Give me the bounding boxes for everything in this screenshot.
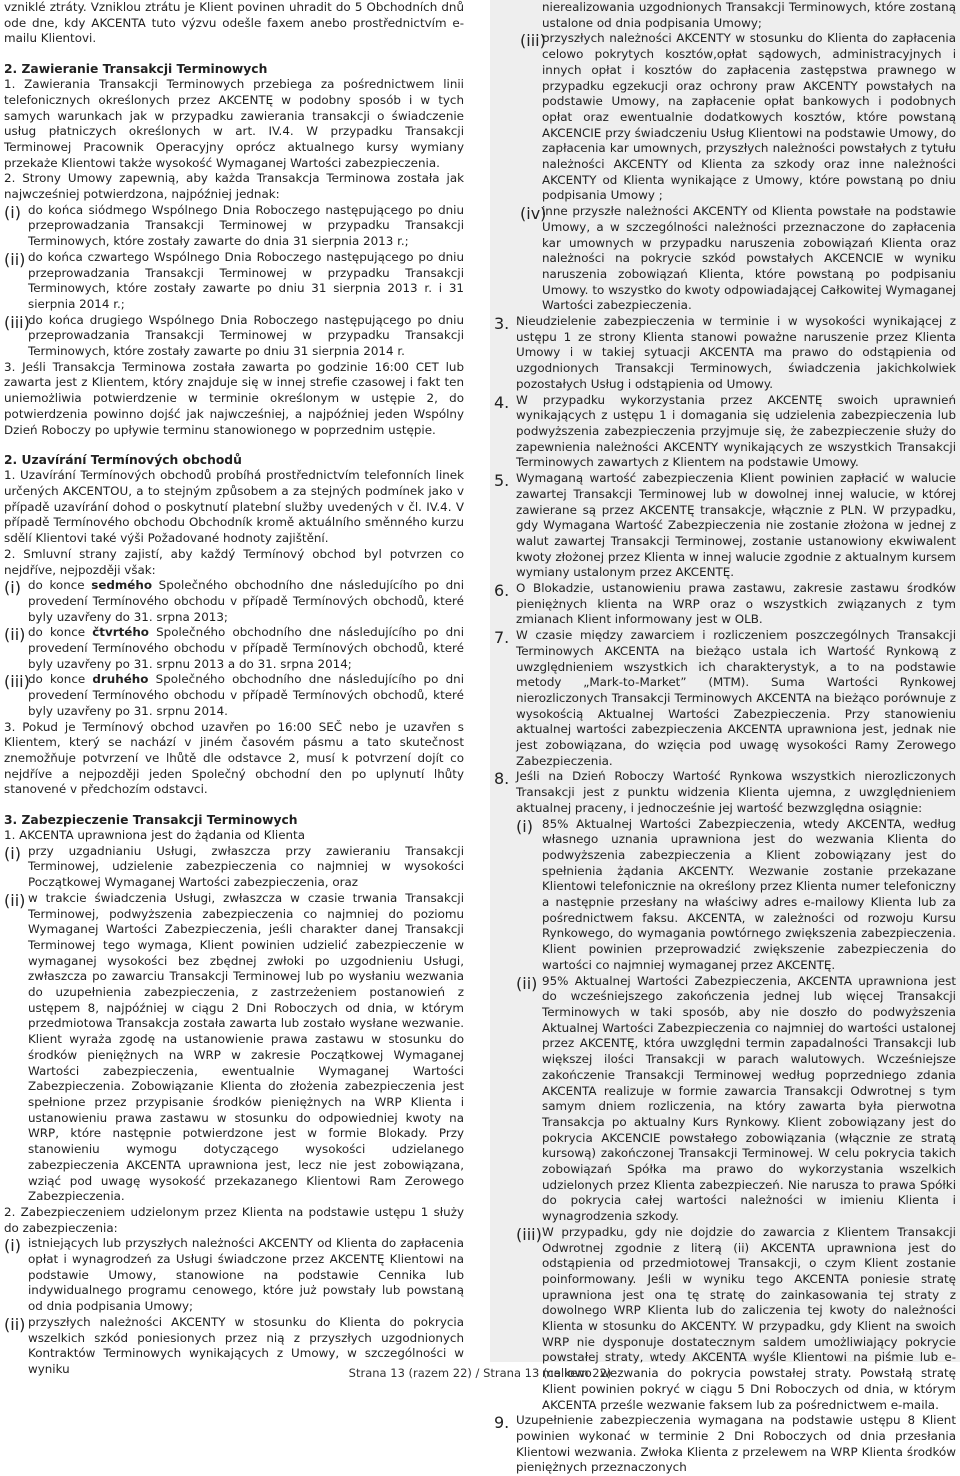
list-item: (iii) do konce druhého Společného obchodního dne následujícího po dni provedení Termínového obchodu v případě Termínových obchodů, které byly uzavřeny po 31. srpnu 2014. (4, 672, 464, 718)
section-title-cz-2: 2. Uzavírání Termínových obchodů (4, 453, 242, 468)
list-item-text: inne przyszłe należności AKCENTY od Klienta powstałe na podstawie Umowy, a w szczególności należności przeznaczone do zapłacenia kar umownych w przypadku naruszenia zobowiązań Klienta oraz należności na pokrycie szkód powstałych AKCENCIE w wyniku naruszenia zobowiązań Klienta, które powstaną po podpisaniu Umowy. to wszystko do kwoty odpowiadającej Całkowitej Wymaganej Wartości zabezpieczenia. (542, 204, 956, 313)
list-item: (ii) do konce čtvrtého Společného obchodního dne následujícího po dni provedení Termínového obchodu v případě Termínových obchodů, které byly uzavřeny po 31. srpnu 2013 a do 31. srpna 2014; (4, 625, 465, 671)
section-title-pl-3: 3. Zabezpieczenie Transakcji Terminowych (4, 813, 298, 828)
list-item-text: do końca czwartego Wspólnego Dnia Roboczego następującego po dniu przeprowadzania Transakcji Terminowej w przypadku Transakcji Terminowych, które zostały zawarte po dniu 31 sierpnia 2013 r. i 31 sierpnia 2014 r.; (28, 249, 464, 311)
list-item: (i) do końca siódmego Wspólnego Dnia Roboczego następującego po dniu przeprowadzania Transakcji Terminowej w przypadku Transakcji Terminowych, które zostały zawarte do dnia 31 sierpnia 2013 r.; (4, 202, 464, 249)
list-item-text: przyszłych należności AKCENTY w stosunku do Klienta do zapłacenia celowo pokrytych kosztów,opłat sądowych, administracyjnych i innych opłat i kosztów do zapłacenia zastępstwa prawnego w przypadku egzekucji oraz ochrony praw AKCENTY powstałych na podstawie Umowy, na zapłacenie opłat bankowych i podobnych opłat oraz ewentualnie dodatkowych kosztów, które powstaną AKCENCIE przy świadczeniu Usług Klientowi na podstawie Umowy, do zapłacenia kar umownych, przyszłych należności powstałych z tytułu należności AKCENTY od Klienta za szkody oraz inne należności AKCENTY od Klienta wynikające z Umowy, które powstaną po dniu podpisania Umowy ; (542, 31, 956, 203)
paragraph-pl-2-3: 3. Jeśli Transakcja Terminowa została zawarta po godzinie 16:00 CET lub zawarta jest z Klientem, który znajduje się w innej strefie czasowej i fakt ten uniemożliwia potwierdzenie w terminie określonym w ustępie 2, do potwierdzenia powinno dojść jak najwcześniej, a najpóźniej jeden Wspólny Dzień Roboczy po upływie terminu stanowionego w poprzednim ustępie. (4, 359, 464, 437)
list-item: (iv) inne przyszłe należności AKCENTY od Klienta powstałe na podstawie Umowy, a w szczególności należności przeznaczone do zapłacenia kar umownych w przypadku naruszenia zobowiązań Klienta oraz należności na pokrycie szkód powstałych AKCENCIE w wyniku naruszenia zobowiązań Klienta, które powstaną po podpisaniu Umowy. to wszystko do kwoty odpowiadającej Całkowitej Wymaganej Wartości zabezpieczenia. (520, 204, 956, 313)
list-item: 9. Uzupełnienie zabezpieczenia wymagana na podstawie ustępu 8 Klient powinien wykonać w terminie 2 Dni Roboczych od dnia przesłania Klientowi wezwania. Zwłoka Klienta z przelewem na WRP Klienta środków pieniężnych przeznaczonych (494, 1413, 956, 1475)
list-item-text: 85% Aktualnej Wartości Zabezpieczenia, wtedy AKCENTA, według własnego uznania uprawniona jest do wezwania Klienta do podwyższenia zabezpieczenia a Klient zobowiązany jest do spełnienia żądania AKCENTY. Wezwanie zostanie przekazane Klientowi telefonicznie na określony przez Klienta numer telefoniczny a następnie przesłany na właściwy adres e-mailowy Klienta lub za pośrednictwem faksu. AKCENTA, w zależności od rozwoju Kursu Rynkowego, do wymagania powtórnego zwiększenia zabezpieczenia. Klient powinien przeprowadzić zwiększenie zabezpieczenia do wartości co najmniej wymaganej przez AKCENTĘ. (542, 816, 956, 972)
list-item: (ii) 95% Aktualnej Wartości Zabezpieczenia, AKCENTA uprawniona jest do wcześniejszego zakończenia jednej lub więcej Transakcji Terminowych w taki sposób, aby nie doszło do podwyższenia Aktualnej Wartości Zabezpieczenia co najmniej do wartości ustalonej przez AKCENTĘ, która uwzględni termin zapadalności Transakcji lub większej ilości Transakcji w parach walutowych. Wcześniejsze zakończenie Transakcji Terminowej według poprzedniego zdania AKCENTA realizuje w formie zawarcia Transakcji Odwrotnej s tym samym dniem rozliczenia, na który zawarta była pierwotna Transakcja po aktualny Kurs Rynkowy. Klient zobowiązany jest do pokrycia AKCENCIE powstałego zobowiązania (włącznie ze stratą kursową) zakończonej Transakcji Terminowej. W celu pokrycia takich zobowiązań Spółka ma prawo do wykorzystania wszelkich udzielonych przez Klienta zabezpieczeń. Nie narusza to prawa Spółki do pokrycia całej wartości należności w imieniu Klienta i wynagrodzenia szkody. (516, 973, 956, 1224)
paragraph-pl-2-2: 2. Strony Umowy zapewnią, aby każda Transakcja Terminowa została jak najwcześniej potwierdzona, najpóźniej jednak: (4, 171, 464, 202)
list-item-text: W przypadku wykorzystania przez AKCENTĘ swoich uprawnień wynikających z ustępu 1 i domagania się udzielenia zabezpieczenia lub podwyższenia zabezpieczenia przyjmuje się, że zabezpieczenie służy do zapewnienia należności AKCENTY wynikających ze wszystkich Transakcji Terminowych zawartych z Klientem na podstawie Umowy. (516, 392, 956, 470)
paragraph-cz-2-2: 2. Smluvní strany zajistí, aby každý Termínový obchod byl potvrzen co nejdříve, nejpozději však: (4, 546, 464, 577)
paragraph-cz-2-1: 1. Uzavírání Termínových obchodů probíhá prostřednictvím telefonních linek určených AKCENTOU, a to stejným způsobem a za stejných podmínek jako v případě uzavírání dohod o poskytnutí platební služby uvedených v čl. IV.4. V případě Termínového obchodu Obchodník kromě aktuálního směnného kurzu sdělí Klientovi také výši Požadované hodnoty zajištění. (4, 468, 464, 546)
paragraph-pl-3-1: 1. AKCENTA uprawniona jest do żądania od Klienta (4, 828, 306, 843)
page-footer: Strana 13 (razem 22) / Strana 13 (celkem 22) (348, 1366, 612, 1380)
list-item-text: przyszłych należności AKCENTY w stosunku do Klienta do pokrycia wszelkich szkód poniesionych przez nią z przyszłych uzgodnionych Kontraktów Terminowych wynikających z Umowy, w szczególności w wyniku (28, 1314, 464, 1376)
list-item: (iii) W przypadku, gdy nie dojdzie do zawarcia z Klientem Transakcji Odwrotnej zgodnie z literą (ii) AKCENTA uprawniona jest do odstąpienia od przedmiotowej Transakcji, o czym Klient zostanie poinformowany. Jeśli w wyniku tego AKCENTA poniesie stratę uprawniona jest ona tę stratę do zainkasowania tej straty z dowolnego WRP Klienta lub do zaliczenia tej kwoty do należności Klienta w stosunku do AKCENTY. W przypadku, gdy Klient na swoich WRP nie dysponuje dostatecznym saldem umożliwiający pokrycie powstałej straty, wtedy AKCENTA wyśle Klientowi na piśmie lub e-mailowo wezwania do pokrycia powstałej straty. Powstałą stratę Klient powinien pokryć w ciągu 5 Dni Roboczych od dnia, w którym AKCENTA prześle wezwanie faksem lub za pośrednictwem e-maila. (516, 1224, 956, 1412)
list-item: (i) przy uzgadnianiu Usługi, zwłaszcza przy zawieraniu Transakcji Terminowej, udzielenie zabezpieczenia co najmniej w wysokości Początkowej Wymaganej Wartości zabezpieczenia, oraz (4, 843, 464, 890)
list-item: (ii) przyszłych należności AKCENTY w stosunku do Klienta do pokrycia wszelkich szkód poniesionych przez nią z przyszłych uzgodnionych Kontraktów Terminowych wynikających z Umowy, w szczególności w wyniku (4, 1314, 464, 1376)
paragraph-cz-2-3: 3. Pokud je Termínový obchod uzavřen po 16:00 SEČ nebo je uzavřen s Klientem, který se nachází v jiném časovém pásmu a tato skutečnost znemožňuje potvrzení ve lhůtě dle odstavce 2, musí k potvrzení dojít co nejdříve a nejpozději jeden Společný obchodní den po uplynutí lhůty stanovené v předchozím odstavci. (4, 719, 464, 797)
list-item-text: do końca siódmego Wspólnego Dnia Roboczego następującego po dniu przeprowadzania Transakcji Terminowej w przypadku Transakcji Terminowych, które zostały zawarte do dnia 31 sierpnia 2013 r.; (28, 202, 464, 249)
list-item: (i) do konce sedmého Společného obchodního dne následujícího po dni provedení Termínového obchodu v případě Termínových obchodů, které byly uzavřeny do 31. srpna 2013; (4, 578, 465, 624)
list-item: 8. Jeśli na Dzień Roboczy Wartość Rynkowa wszystkich nierozliczonych Transakcji jest z punktu widzenia Klienta ujemna, z uwzględnieniem aktualnej praceny, i jednocześnie jej wartość bezwzględna osiągnie: (494, 769, 956, 815)
paragraph-intro: vzniklé ztráty. Vzniklou ztrátu je Klient povinen uhradit do 5 Obchodních dnů ode dne, kdy AKCENTA tuto výzvu odešle faxem anebo prostřednictvím e-mailu Klientovi. (4, 0, 464, 46)
list-item-text: 95% Aktualnej Wartości Zabezpieczenia, AKCENTA uprawniona jest do wcześniejszego zakończenia jednej lub więcej Transakcji Terminowych w taki sposób, aby nie doszło do podwyższenia Aktualnej Wartości Zabezpieczenia co najmniej do wartości ustalonej przez AKCENTĘ, która uwzględni termin zapadalności Transakcji lub większej ilości Transakcji w parach walutowych. Wcześniejsze zakończenie Transakcji Terminowej według poprzedniego zdania AKCENTA realizuje w formie zawarcia Transakcji Odwrotnej s tym samym dniem rozliczenia, na który zawarta była pierwotna Transakcja po aktualny Kurs Rynkowy. Klient zobowiązany jest do pokrycia AKCENCIE powstałego zobowiązania (włącznie ze stratą kursową) zakończonej Transakcji Terminowej. W celu pokrycia takich zobowiązań Spółka ma prawo do wykorzystania wszelkich udzielonych przez Klienta zabezpieczeń. Nie narusza to prawa Spółki do pokrycia całej wartości należności w imieniu Klienta i wynagrodzenia szkody. (542, 973, 956, 1224)
list-item: 3. Nieudzielenie zabezpieczenia w terminie i w wysokości wynikającej z ustępu 1 ze strony Klienta stanowi poważne naruszenie przez Klienta Umowy i w takiej sytuacji AKCENTA ma prawo do odstąpienia od uzgodnionych Transakcji Terminowych, świadczenia jakichkolwiek pozostałych Usług i odstąpienia od Umowy. (494, 314, 956, 391)
list-item-text: Wymaganą wartość zabezpieczenia Klient powinien zapłacić w walucie zawartej Transakcji Terminowej lub w dowolnej innej walucie, w której zawierane są przez AKCENTĘ transakcje, włącznie z PLN. W przypadku, gdy Wymagana Wartość Zabezpieczenia nie zostanie złożona w jednej z walut zawartej Transakcji Terminowej, zostanie ustanowiony ekwiwalent kwoty złożonej przez Klienta w innej walucie zgodnie z aktualnym kursem wymiany ustalonym przez AKCENTĘ. (516, 471, 956, 580)
list-item-text: do końca drugiego Wspólnego Dnia Roboczego następującego po dniu przeprowadzania Transakcji Terminowej w przypadku Transakcji Terminowych, które zostały zawarte po dniu 31 sierpnia 2014 r. (28, 312, 464, 359)
paragraph-pl-3-2: 2. Zabezpieczeniem udzielonym przez Klienta na podstawie ustępu 1 służy do zabezpieczenia: (4, 1204, 464, 1235)
list-item-text: W czasie między zawarciem i rozliczeniem poszczególnych Transakcji Terminowych AKCENTA na bieżąco ustala ich Wartość Rynkową z uwzględnieniem wszystkich ich charakterystyk, a to na podstawie metody „Mark-to-Market” (MTM). Suma Wartości Rynkowej nierozliczonych Transakcji Terminowych AKCENTA na bieżąco porównuje z wysokością Aktualnej Wartości Zabezpieczenia. Przy stanowieniu aktualnej wartości zabezpieczenia AKCENTA uprawniona jest, jednak nie jest zobowiązana, do wzięcia pod uwagę wysokości Ramy Zerowego Zabezpieczenia. (516, 628, 956, 768)
list-item: 6. O Blokadzie, ustanowieniu prawa zastawu, zakresie zastawu środków pieniężnych klienta na WRP oraz o wszystkich związanych z tym zmianach Klient informowany jest w OLB. (494, 581, 956, 627)
list-item-text: w trakcie świadczenia Usługi, zwłaszcza w czasie trwania Transakcji Terminowej, podwyższenia zabezpieczenia co najmniej do poziomu Wymaganej Wartości Zabezpieczenia, jeśli charakter danej Transakcji Terminowej tego wymaga, Klient powinien udzielić zabezpieczenie w wymaganej wysokości bez zbędnej zwłoki po uzgodnieniu Usługi, zwłaszcza po zawarciu Transakcji Terminowej lub po wysłaniu wezwania do uzupełnienia zabezpieczenia, z zastrzeżeniem postanowień z ustępem 8, najpóźniej w ciągu 2 Dni Roboczych od dnia, w którym przedmiotowa Transakcja została zawarta lub zostało wysłane wezwanie. Klient wyraża zgodę na ustanowienie prawa zastawu w stosunku do środków pieniężnych na WRP w zakresie Początkowej Wymaganej Wartości zabezpieczenia, ewentualnie Wymaganej Wartości Zabezpieczenia. Zobowiązanie Klienta do złożenia zabezpieczenia jest spełnione przez przypisanie środków pieniężnych na WRP Klienta i ustanowieniu prawa zastawu w stosunku do odpowiedniej kwoty na WRP, które następnie potwierdzone jest w formie Blokady. Przy stanowieniu wymogu dotyczącego wysokości udzielanego zabezpieczenia AKCENTA uprawniona jest, lecz nie jest zobowiązana, wziąć pod uwagę wysokość przekazanego Klientowi Ram Zerowego Zabezpieczenia. (28, 890, 464, 1204)
list-item-text: Nieudzielenie zabezpieczenia w terminie i w wysokości wynikającej z ustępu 1 ze strony Klienta stanowi poważne naruszenie przez Klienta Umowy i w takiej sytuacji AKCENTA ma prawo do odstąpienia od uzgodnionych Transakcji Terminowych, świadczenia jakichkolwiek pozostałych Usług i odstąpienia od Umowy. (516, 314, 956, 391)
list-item-text: O Blokadzie, ustanowieniu prawa zastawu, zakresie zastawu środków pieniężnych klienta na WRP oraz o wszystkich związanych z tym zmianach Klient informowany jest w OLB. (516, 581, 956, 627)
list-item: (iii) przyszłych należności AKCENTY w stosunku do Klienta do zapłacenia celowo pokrytych kosztów,opłat sądowych, administracyjnych i innych opłat i kosztów do zapłacenia zastępstwa prawnego w przypadku egzekucji oraz ochrony praw AKCENTY powstałych na podstawie Umowy, na zapłacenie opłat bankowych i podobnych opłat oraz ewentualnie dodatkowych kosztów, które powstaną AKCENCIE przy świadczeniu Usług Klientowi na podstawie Umowy, do zapłacenia kar umownych, przyszłych należności powstałych z tytułu należności AKCENTY od Klienta za szkody oraz inne należności AKCENTY od Klienta wynikające z Umowy, które powstaną po dniu podpisania Umowy ; (520, 31, 956, 203)
list-item-text: W przypadku, gdy nie dojdzie do zawarcia z Klientem Transakcji Odwrotnej zgodnie z literą (ii) AKCENTA uprawniona jest do odstąpienia od przedmiotowej Transakcji, o czym Klient zostanie poinformowany. Jeśli w wyniku tego AKCENTA poniesie stratę uprawniona jest ona tę stratę do zainkasowania tej straty z dowolnego WRP Klienta lub do zaliczenia tej kwoty do należności Klienta w stosunku do AKCENTY. W przypadku, gdy Klient na swoich WRP nie dysponuje dostatecznym saldem umożliwiający pokrycie powstałej straty, wtedy AKCENTA wyśle Klientowi na piśmie lub e-mailowo wezwania do pokrycia powstałej straty. Powstałą stratę Klient powinien pokryć w ciągu 5 Dni Roboczych od dnia, w którym AKCENTA prześle wezwanie faksem lub za pośrednictwem e-maila. (542, 1224, 956, 1412)
list-item: (ii) do końca czwartego Wspólnego Dnia Roboczego następującego po dniu przeprowadzania Transakcji Terminowej w przypadku Transakcji Terminowych, które zostały zawarte po dniu 31 sierpnia 2013 r. i 31 sierpnia 2014 r.; (4, 249, 464, 311)
list-item-text: Uzupełnienie zabezpieczenia wymagana na podstawie ustępu 8 Klient powinien wykonać w terminie 2 Dni Roboczych od dnia przesłania Klientowi wezwania. Zwłoka Klienta z przelewem na WRP Klienta środków pieniężnych przeznaczonych (516, 1413, 956, 1475)
list-item-text: nierealizowania uzgodnionych Transakcji Terminowych, które zostaną ustalone od dnia podpisania Umowy; (542, 0, 956, 30)
list-item: (iii) do końca drugiego Wspólnego Dnia Roboczego następującego po dniu przeprowadzania Transakcji Terminowej w przypadku Transakcji Terminowych, które zostały zawarte po dniu 31 sierpnia 2014 r. (4, 312, 464, 359)
left-column (0, 0, 470, 1376)
list-item: (i) 85% Aktualnej Wartości Zabezpieczenia, wtedy AKCENTA, według własnego uznania uprawniona jest do wezwania Klienta do podwyższenia zabezpieczenia a Klient zobowiązany jest do spełnienia żądania AKCENTY. Wezwanie zostanie przekazane Klientowi telefonicznie na określony przez Klienta numer telefoniczny a następnie przesłany na właściwy adres e-mailowy Klienta lub za pośrednictwem faksu. AKCENTA, w zależności od rozwoju Kursu Rynkowego, do wymagania powtórnego zwiększenia zabezpieczenia. Klient powinien przeprowadzić zwiększenie zabezpieczenia do wartości co najmniej wymaganej przez AKCENTĘ. (516, 816, 956, 972)
list-item: (ii) w trakcie świadczenia Usługi, zwłaszcza w czasie trwania Transakcji Terminowej, podwyższenia zabezpieczenia co najmniej do poziomu Wymaganej Wartości Zabezpieczenia, jeśli charakter danej Transakcji Terminowej tego wymaga, Klient powinien udzielić zabezpieczenie w wymaganej wysokości bez zbędnej zwłoki po uzgodnieniu Usługi, zwłaszcza po zawarciu Transakcji Terminowej lub po wysłaniu wezwania do uzupełnienia zabezpieczenia, z zastrzeżeniem postanowień z ustępem 8, najpóźniej w ciągu 2 Dni Roboczych od dnia, w którym przedmiotowa Transakcja została zawarta lub zostało wysłane wezwanie. Klient wyraża zgodę na ustanowienie prawa zastawu w stosunku do środków pieniężnych na WRP w zakresie Początkowej Wymaganej Wartości zabezpieczenia, ewentualnie Wymaganej Wartości Zabezpieczenia. Zobowiązanie Klienta do złożenia zabezpieczenia jest spełnione przez przypisanie środków pieniężnych na WRP Klienta i ustanowieniu prawa zastawu w stosunku do odpowiedniej kwoty na WRP, które następnie potwierdzone jest w formie Blokady. Przy stanowieniu wymogu dotyczącego wysokości udzielanego zabezpieczenia AKCENTA uprawniona jest, lecz nie jest zobowiązana, wziąć pod uwagę wysokość przekazanego Klientowi Ram Zerowego Zabezpieczenia. (4, 890, 464, 1204)
list-item: 7. W czasie między zawarciem i rozliczeniem poszczególnych Transakcji Terminowych AKCENTA na bieżąco ustala ich Wartość Rynkową z uwzględnieniem wszystkich ich charakterystyk, a to na podstawie metody „Mark-to-Market” (MTM). Suma Wartości Rynkowej nierozliczonych Transakcji Terminowych AKCENTA na bieżąco porównuje z wysokością Aktualnej Wartości Zabezpieczenia. Przy stanowieniu aktualnej wartości zabezpieczenia AKCENTA uprawniona jest, jednak nie jest zobowiązana, do wzięcia pod uwagę wysokości Ramy Zerowego Zabezpieczenia. (494, 628, 956, 768)
right-column (490, 0, 960, 1475)
paragraph-pl-2-1: 1. Zawierania Transakcji Terminowych przebiega za pośrednictwem linii telefonicznych określonych przez AKCENTĘ w podobny sposób i w tych samych warunkach jak w przypadku zawierania transakcji o świadczenie usług płatniczych określonych w art. IV.4. W przypadku Transakcji Terminowej Pracownik Operacyjny oprócz aktualnego kursy wymiany przekaże Klientowi także wysokość Wymaganej Wartości zabezpieczenia. (4, 77, 464, 170)
list-item-text: istniejących lub przyszłych należności AKCENTY od Klienta do zapłacenia opłat i wynagrodzeń za Usługi świadczone przez AKCENTĘ Klientowi na podstawie Umowy, stanowione na podstawie Cennika lub indywidualnego programu cenowego, które już powstały lub powstaną od dnia podpisania Umowy; (28, 1236, 464, 1314)
section-title-pl-2: 2. Zawieranie Transakcji Terminowych (4, 62, 268, 77)
list-item: 5. Wymaganą wartość zabezpieczenia Klient powinien zapłacić w walucie zawartej Transakcji Terminowej lub w dowolnej innej walucie, w której zawierane są przez AKCENTĘ transakcje, włącznie z PLN. W przypadku, gdy Wymagana Wartość Zabezpieczenia nie zostanie złożona w jednej z walut zawartej Transakcji Terminowej, zostanie ustanowiony ekwiwalent kwoty złożonej przez Klienta w innej walucie zgodnie z aktualnym kursem wymiany ustalonym przez AKCENTĘ. (494, 471, 956, 580)
list-item: 4. W przypadku wykorzystania przez AKCENTĘ swoich uprawnień wynikających z ustępu 1 i domagania się udzielenia zabezpieczenia lub podwyższenia zabezpieczenia przyjmuje się, że zabezpieczenie służy do zapewnienia należności AKCENTY wynikających ze wszystkich Transakcji Terminowych zawartych z Klientem na podstawie Umowy. (494, 392, 956, 470)
list-item: (i) istniejących lub przyszłych należności AKCENTY od Klienta do zapłacenia opłat i wynagrodzeń za Usługi świadczone przez AKCENTĘ Klientowi na podstawie Umowy, stanowione na podstawie Cennika lub indywidualnego programu cenowego, które już powstały lub powstaną od dnia podpisania Umowy; (4, 1236, 464, 1314)
list-item-text: przy uzgadnianiu Usługi, zwłaszcza przy zawieraniu Transakcji Terminowej, udzielenie zabezpieczenia co najmniej w wysokości Początkowej Wymaganej Wartości zabezpieczenia, oraz (28, 843, 464, 890)
list-item-text: Jeśli na Dzień Roboczy Wartość Rynkowa wszystkich nierozliczonych Transakcji jest z punktu widzenia Klienta ujemna, z uwzględnieniem aktualnej praceny, i jednocześnie jej wartość bezwzględna osiągnie: (516, 769, 956, 815)
list-item (494, 0, 956, 31)
